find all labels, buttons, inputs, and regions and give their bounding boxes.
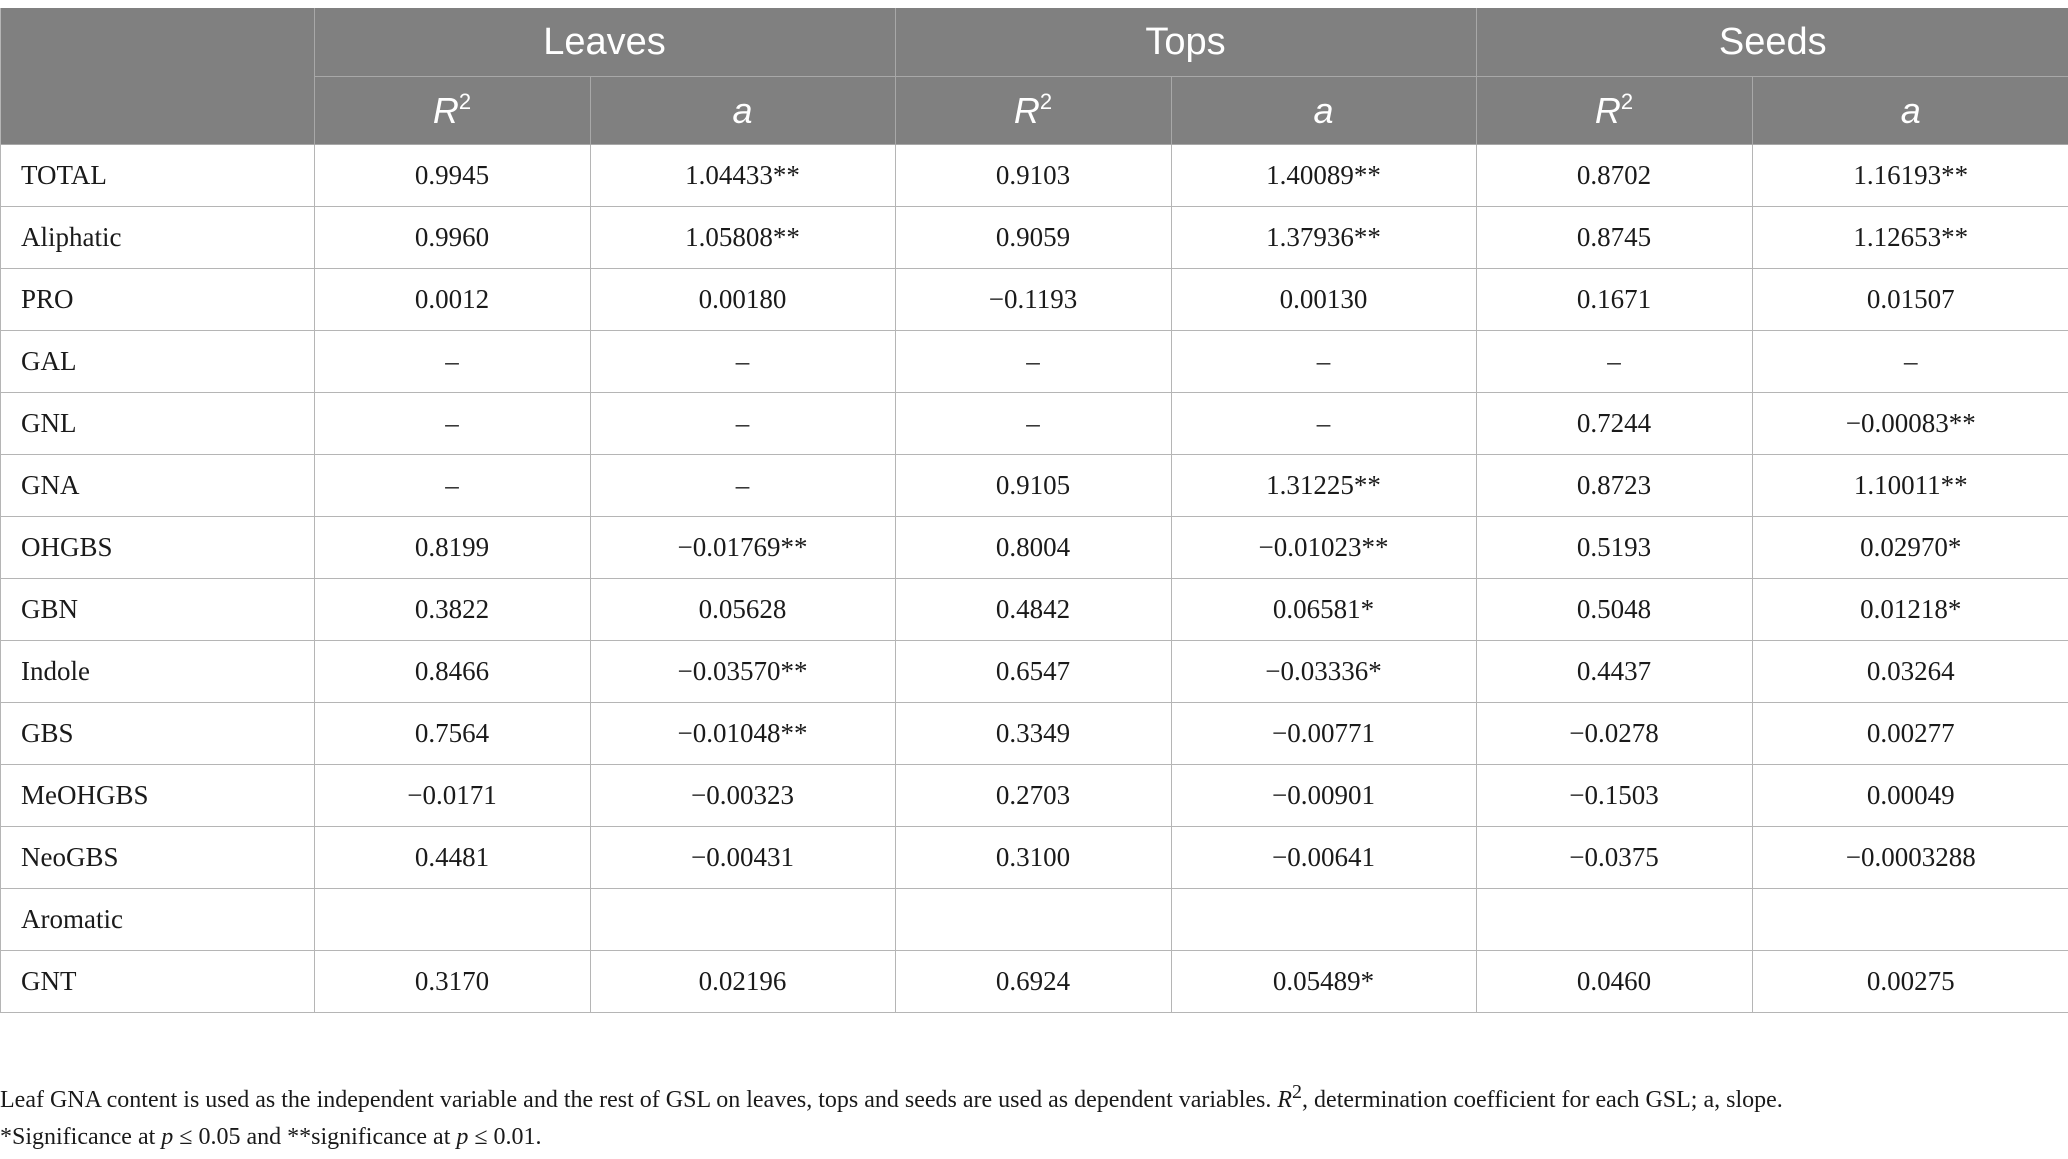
table-cell	[895, 889, 1171, 951]
table-cell: –	[1476, 331, 1752, 393]
table-header	[1, 8, 2068, 145]
table-cell: −0.1193	[895, 269, 1171, 331]
table-cell: 1.04433**	[590, 145, 895, 207]
table-cell: 0.4842	[895, 579, 1171, 641]
table-row	[1, 641, 2068, 703]
table-footnote	[0, 1074, 2060, 1156]
table-cell: 0.7564	[314, 703, 590, 765]
row-label: GNT	[1, 951, 314, 1013]
table-cell: −0.1503	[1476, 765, 1752, 827]
table-cell: −0.01048**	[590, 703, 895, 765]
table-cell	[1171, 889, 1476, 951]
correlation-table	[1, 8, 2068, 1013]
row-label: NeoGBS	[1, 827, 314, 889]
header-leaves: Leaves	[314, 8, 895, 77]
table-row	[1, 827, 2068, 889]
table-row	[1, 145, 2068, 207]
table-cell: 0.5193	[1476, 517, 1752, 579]
footnote-line-1: Leaf GNA content is used as the independent variable and the rest of GSL on leaves, tops and seeds are used as dependent variables. $R^2$, determination coefficient for each GSL; a, slope.	[0, 1081, 1783, 1113]
table-cell: 0.3822	[314, 579, 590, 641]
table-cell: 0.8466	[314, 641, 590, 703]
table-row	[1, 765, 2068, 827]
table-row	[1, 889, 2068, 951]
table-row	[1, 951, 2068, 1013]
table-cell: 1.05808**	[590, 207, 895, 269]
row-label: Indole	[1, 641, 314, 703]
table-cell: 0.8723	[1476, 455, 1752, 517]
table-cell: −0.00083**	[1752, 393, 2068, 455]
table-cell: 0.6924	[895, 951, 1171, 1013]
table-cell: 0.05628	[590, 579, 895, 641]
table-cell: 0.9105	[895, 455, 1171, 517]
table-row	[1, 517, 2068, 579]
table-cell: 0.8199	[314, 517, 590, 579]
table-cell: –	[314, 331, 590, 393]
table-cell: 0.7244	[1476, 393, 1752, 455]
table-cell: 0.02196	[590, 951, 895, 1013]
table-cell	[590, 889, 895, 951]
header-empty-cell	[1, 8, 314, 145]
table-cell: –	[1752, 331, 2068, 393]
table-cell: 0.9960	[314, 207, 590, 269]
table-cell: –	[314, 455, 590, 517]
table-cell: –	[590, 393, 895, 455]
table-cell: 0.03264	[1752, 641, 2068, 703]
table-cell	[1752, 889, 2068, 951]
table-cell: 0.9103	[895, 145, 1171, 207]
table-cell: 0.2703	[895, 765, 1171, 827]
table-cell: 0.00275	[1752, 951, 2068, 1013]
table-cell: 0.06581*	[1171, 579, 1476, 641]
table-cell: −0.03336*	[1171, 641, 1476, 703]
table-row	[1, 331, 2068, 393]
table-cell: 0.8702	[1476, 145, 1752, 207]
table-cell: 0.01507	[1752, 269, 2068, 331]
table-cell: 1.37936**	[1171, 207, 1476, 269]
table-cell: −0.00641	[1171, 827, 1476, 889]
table-cell	[1476, 889, 1752, 951]
row-label: MeOHGBS	[1, 765, 314, 827]
table-cell: 0.3170	[314, 951, 590, 1013]
header-group-row	[1, 8, 2068, 77]
table-cell: 0.00049	[1752, 765, 2068, 827]
table-row	[1, 703, 2068, 765]
table-cell: 0.02970*	[1752, 517, 2068, 579]
header-r2: $R^2$	[895, 77, 1171, 145]
row-label: TOTAL	[1, 145, 314, 207]
table-cell: −0.00323	[590, 765, 895, 827]
table-cell: 1.31225**	[1171, 455, 1476, 517]
table-cell: −0.0375	[1476, 827, 1752, 889]
table-cell: −0.0003288	[1752, 827, 2068, 889]
table-cell: –	[314, 393, 590, 455]
header-tops: Tops	[895, 8, 1476, 77]
header-seeds: Seeds	[1476, 8, 2068, 77]
table-cell: 0.9059	[895, 207, 1171, 269]
table-cell: 0.9945	[314, 145, 590, 207]
table-cell: 0.00277	[1752, 703, 2068, 765]
row-label: GNA	[1, 455, 314, 517]
row-label: Aromatic	[1, 889, 314, 951]
table-cell: 0.0012	[314, 269, 590, 331]
row-label: PRO	[1, 269, 314, 331]
table-cell: 1.12653**	[1752, 207, 2068, 269]
table-cell: 0.0460	[1476, 951, 1752, 1013]
table-cell: 0.6547	[895, 641, 1171, 703]
table-cell: –	[590, 455, 895, 517]
table-cell	[314, 889, 590, 951]
table-cell: 0.00180	[590, 269, 895, 331]
table-row	[1, 269, 2068, 331]
table-row	[1, 455, 2068, 517]
table-cell: –	[895, 393, 1171, 455]
table-cell: 0.00130	[1171, 269, 1476, 331]
table-cell: −0.0278	[1476, 703, 1752, 765]
row-label: Aliphatic	[1, 207, 314, 269]
data-table-container	[0, 8, 2068, 1013]
table-cell: 0.8745	[1476, 207, 1752, 269]
table-cell: 0.01218*	[1752, 579, 2068, 641]
table-cell: −0.00901	[1171, 765, 1476, 827]
table-cell: 1.40089**	[1171, 145, 1476, 207]
header-slope: a	[590, 77, 895, 145]
header-slope: a	[1752, 77, 2068, 145]
table-cell: 0.4437	[1476, 641, 1752, 703]
table-cell: −0.0171	[314, 765, 590, 827]
table-cell: 0.4481	[314, 827, 590, 889]
header-slope: a	[1171, 77, 1476, 145]
header-r2: $R^2$	[1476, 77, 1752, 145]
table-cell: 1.16193**	[1752, 145, 2068, 207]
footnote-line-2: *Significance at p ≤ 0.05 and **significance at p ≤ 0.01.	[0, 1124, 542, 1150]
row-label: GBS	[1, 703, 314, 765]
table-cell: 0.5048	[1476, 579, 1752, 641]
table-cell: 0.1671	[1476, 269, 1752, 331]
table-cell: −0.03570**	[590, 641, 895, 703]
table-cell: 0.3349	[895, 703, 1171, 765]
row-label: OHGBS	[1, 517, 314, 579]
table-cell: –	[1171, 331, 1476, 393]
table-row	[1, 393, 2068, 455]
header-r2: $R^2$	[314, 77, 590, 145]
table-row	[1, 207, 2068, 269]
row-label: GAL	[1, 331, 314, 393]
table-cell: –	[895, 331, 1171, 393]
table-row	[1, 579, 2068, 641]
table-cell: 0.8004	[895, 517, 1171, 579]
table-cell: 0.3100	[895, 827, 1171, 889]
table-cell: –	[1171, 393, 1476, 455]
table-cell: −0.00771	[1171, 703, 1476, 765]
table-body	[1, 145, 2068, 1013]
table-cell: −0.01023**	[1171, 517, 1476, 579]
table-cell: −0.00431	[590, 827, 895, 889]
row-label: GNL	[1, 393, 314, 455]
table-cell: −0.01769**	[590, 517, 895, 579]
table-cell: 1.10011**	[1752, 455, 2068, 517]
row-label: GBN	[1, 579, 314, 641]
table-cell: –	[590, 331, 895, 393]
table-cell: 0.05489*	[1171, 951, 1476, 1013]
